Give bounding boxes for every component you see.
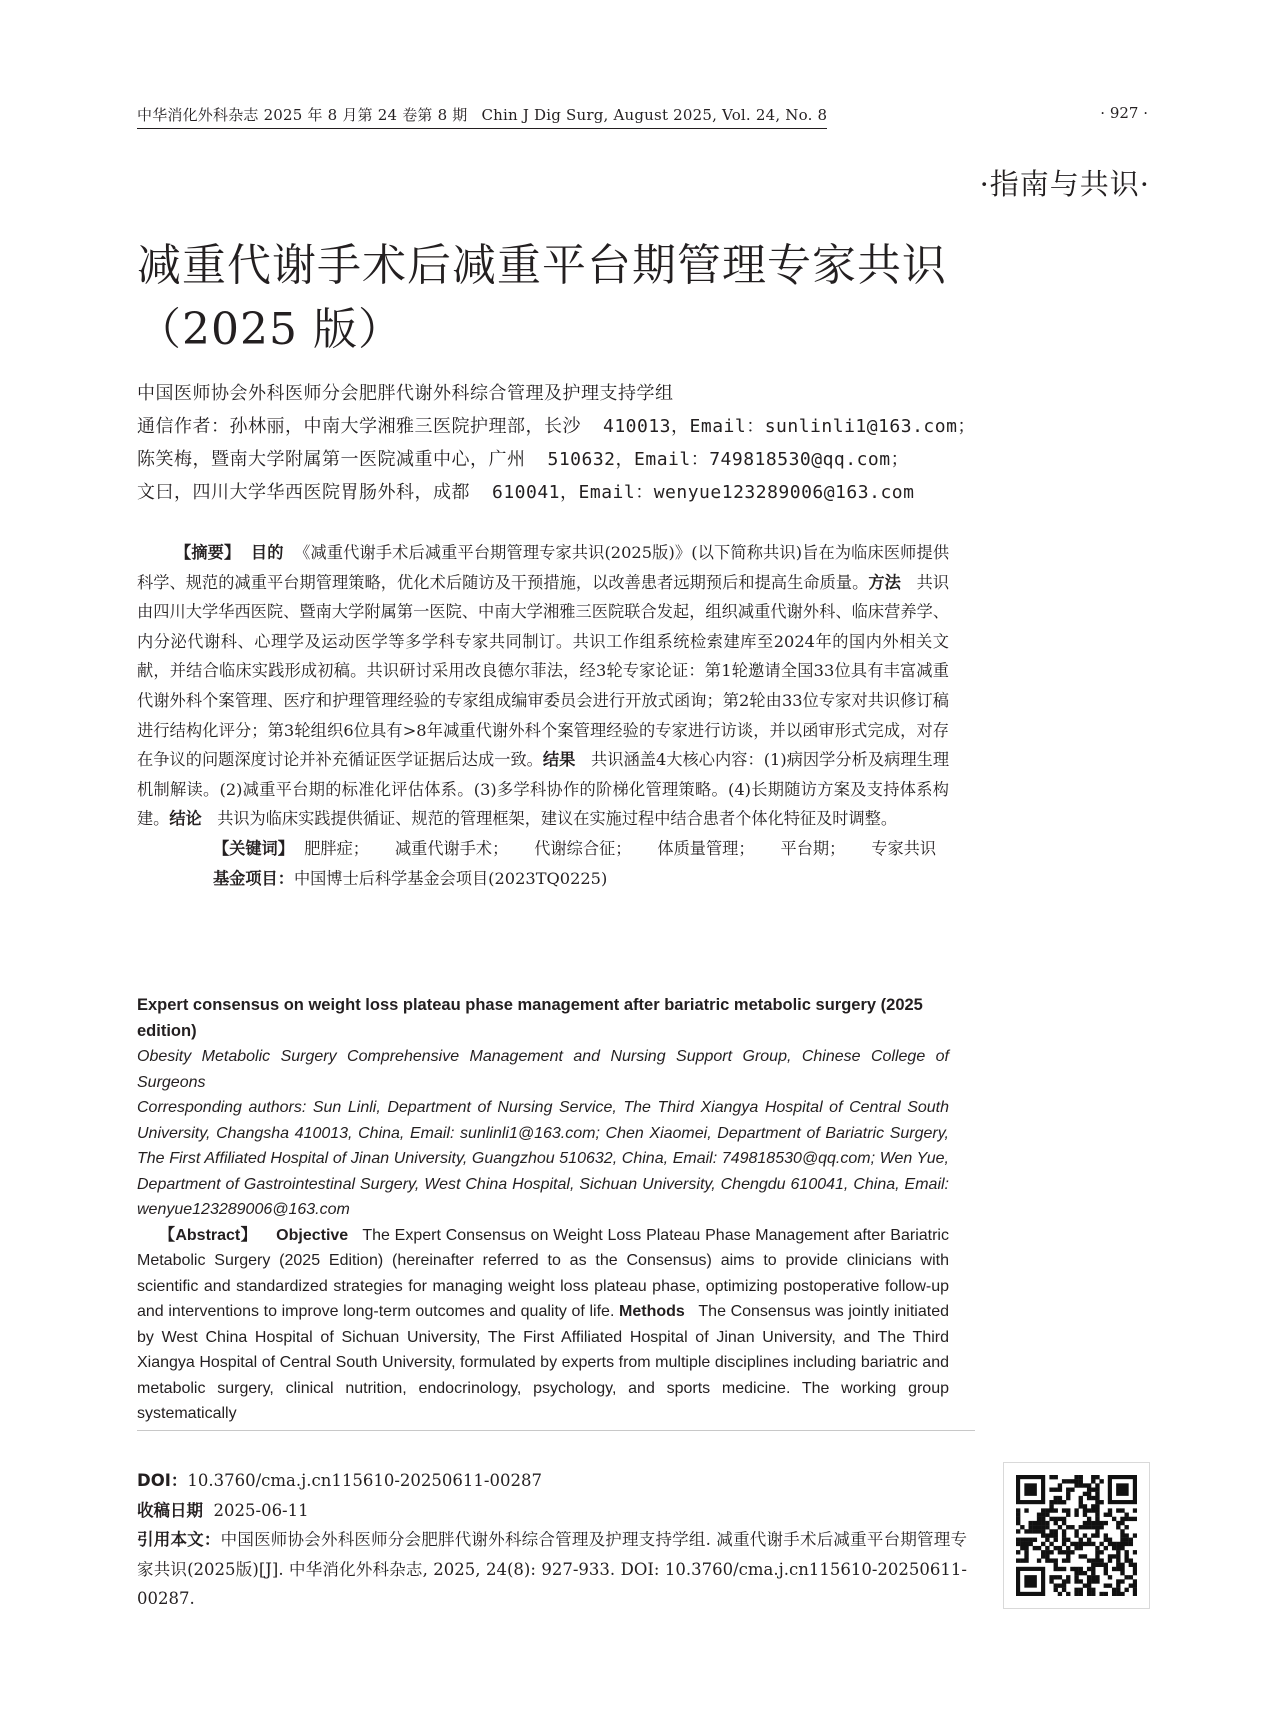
footnote-block bbox=[137, 1466, 982, 1614]
results-label: 结果 bbox=[542, 750, 576, 770]
citation-text: 中国医师协会外科医师分会肥胖代谢外科综合管理及护理支持学组. 减重代谢手术后减重平台期管理专家共识(2025版)[J]. 中华消化外科杂志, 2025, 24(8): 927-933. DOI: 10.3760/cma.j.cn115610-20250611-00287. bbox=[137, 1530, 967, 1608]
corresponding-author-3 bbox=[137, 476, 1017, 509]
objective-label: 目的 bbox=[250, 543, 284, 562]
article-title bbox=[137, 234, 1037, 362]
corr1-affiliation: 通信作者：孙林丽，中南大学湘雅三医院护理部，长沙 bbox=[137, 416, 581, 437]
received-label: 收稿日期 bbox=[137, 1500, 203, 1520]
conclusion-label: 结论 bbox=[169, 809, 202, 829]
english-abstract-block bbox=[137, 993, 949, 1427]
doi-row bbox=[137, 1466, 967, 1496]
received-row bbox=[137, 1496, 967, 1526]
keyword: 专家共识 bbox=[871, 838, 937, 858]
fund-row bbox=[137, 864, 949, 894]
results-text: 共识涵盖4大核心内容：(1)病因学分析及病理生理机制解读。(2)减重平台期的标准化评估体系。(3)多学科协作的阶梯化管理策略。(4)长期随访方案及支持体系构建。 bbox=[137, 750, 950, 829]
title-line-2: （2025 版） bbox=[137, 304, 403, 355]
corr3-contact: 610041，Email：wenyue123289006@163.com bbox=[492, 482, 915, 503]
objective-text: 《减重代谢手术后减重平台期管理专家共识(2025版)》(以下简称共识)旨在为临床医师提供科学、规范的减重平台期管理策略，优化术后随访及干预措施，以改善患者远期预后和提高生命质量。 bbox=[137, 543, 950, 592]
abstract-zh-body bbox=[137, 538, 949, 834]
corr1-contact: 410013，Email：sunlinli1@163.com； bbox=[603, 416, 976, 437]
keyword: 代谢综合征； bbox=[534, 838, 632, 858]
qr-code-icon[interactable] bbox=[1003, 1462, 1150, 1609]
author-group: 中国医师协会外科医师分会肥胖代谢外科综合管理及护理支持学组 bbox=[137, 383, 674, 404]
keywords-row bbox=[137, 834, 949, 864]
english-title: Expert consensus on weight loss plateau phase management after bariatric metabolic surgery (2025 edition) bbox=[137, 996, 923, 1040]
corr2-contact: 510632，Email：749818530@qq.com； bbox=[547, 449, 910, 470]
fund-label: 基金项目： bbox=[213, 868, 294, 888]
english-abstract bbox=[137, 1223, 949, 1427]
conclusion-text: 共识为临床实践提供循证、规范的管理框架，建议在实施过程中结合患者个体化特征及时调整。 bbox=[217, 809, 898, 829]
methods-label: 方法 bbox=[868, 572, 901, 592]
english-objective-label: Objective bbox=[276, 1226, 349, 1244]
author-block bbox=[137, 377, 1017, 509]
received-date: 2025-06-11 bbox=[213, 1500, 309, 1520]
english-group: Obesity Metabolic Surgery Comprehensive Management and Nursing Support Group, Chinese College of Surgeons bbox=[137, 1048, 949, 1091]
citation-label: 引用本文： bbox=[137, 1530, 221, 1549]
footnote-separator bbox=[137, 1430, 975, 1431]
corresponding-author-1 bbox=[137, 410, 1017, 443]
fund-text: 中国博士后科学基金会项目(2023TQ0225) bbox=[293, 868, 608, 888]
corr2-affiliation: 陈笑梅，暨南大学附属第一医院减重中心，广州 bbox=[137, 449, 526, 470]
column-tag: ·指南与共识· bbox=[979, 167, 1150, 201]
abstract-zh bbox=[137, 538, 949, 893]
citation-row bbox=[137, 1525, 967, 1614]
english-objective-text: The Expert Consensus on Weight Loss Plateau Phase Management after Bariatric Metabolic Surgery (2025 Edition) (hereinafter referred to as the Consensus) aims to provide clinicians with scientific and standardized strategies for managing weight loss plateau phase, optimizing postoperative follow-up and interventions to improve long-term outcomes and quality of life. bbox=[137, 1226, 949, 1320]
page-number: · 927 · bbox=[1100, 104, 1148, 122]
abstract-label: 【摘要】 bbox=[175, 543, 241, 562]
keyword: 减重代谢手术； bbox=[394, 838, 509, 858]
corr3-affiliation: 文曰，四川大学华西医院胃肠外科，成都 bbox=[137, 482, 470, 503]
doi-value: 10.3760/cma.j.cn115610-20250611-00287 bbox=[187, 1471, 542, 1490]
qr-code-graphic bbox=[1016, 1475, 1137, 1596]
english-abstract-label: 【Abstract】 bbox=[159, 1226, 257, 1244]
english-methods-label: Methods bbox=[619, 1303, 685, 1320]
english-methods-text: The Consensus was jointly initiated by West China Hospital of Sichuan University, The First Affiliated Hospital of Jinan University, and The Third Xiangya Hospital of Central South University, formulated by experts from multiple disciplines including bariatric and metabolic surgery, clinical nutrition, endocrinology, psychology, and sports medicine. The working group systematically bbox=[137, 1303, 950, 1422]
keywords-label: 【关键词】 bbox=[213, 838, 294, 858]
title-line-1: 减重代谢手术后减重平台期管理专家共识 bbox=[137, 240, 947, 291]
doi-label: DOI： bbox=[137, 1471, 188, 1490]
keyword: 肥胖症； bbox=[304, 838, 369, 858]
methods-text: 共识由四川大学华西医院、暨南大学附属第一医院、中南大学湘雅三医院联合发起，组织减重代谢外科、临床营养学、内分泌代谢科、心理学及运动医学等多学科专家共同制订。共识工作组系统检索建库至2024年的国内外相关文献，并结合临床实践形成初稿。共识研讨采用改良德尔菲法，经3轮专家论证：第1轮邀请全国33位具有丰富减重代谢外科个案管理、医疗和护理管理经验的专家组成编审委员会进行开放式函询；第2轮由33位专家对共识修订稿进行结构化评分；第3轮组织6位具有>8年减重代谢外科个案管理经验的专家进行访谈，并以函审形式完成，对存在争议的问题深度讨论并补充循证医学证据后达成一致。 bbox=[137, 572, 950, 770]
corresponding-author-2 bbox=[137, 443, 1017, 476]
keyword: 体质量管理； bbox=[657, 838, 755, 858]
running-header bbox=[137, 104, 827, 129]
journal-name-zh: 中华消化外科杂志 2025 年 8 月第 24 卷第 8 期 bbox=[137, 106, 468, 124]
keyword: 平台期； bbox=[780, 838, 846, 858]
journal-name-en: Chin J Dig Surg, August 2025, Vol. 24, No. 8 bbox=[481, 106, 828, 124]
english-corresponding: Corresponding authors: Sun Linli, Department of Nursing Service, The Third Xiangya Hospital of Central South University, Changsha 410013, China, Email: sunlinli1@163.com; Chen Xiaomei, Department of Bariatric Surgery, The First Affiliated Hospital of Jinan University, Guangzhou 510632, China, Email: 749818530@qq.com; Wen Yue, Department of Gastrointestinal Surgery, West China Hospital, Sichuan University, Chengdu 610041, China, Email: wenyue123289006@163.com bbox=[137, 1099, 949, 1218]
